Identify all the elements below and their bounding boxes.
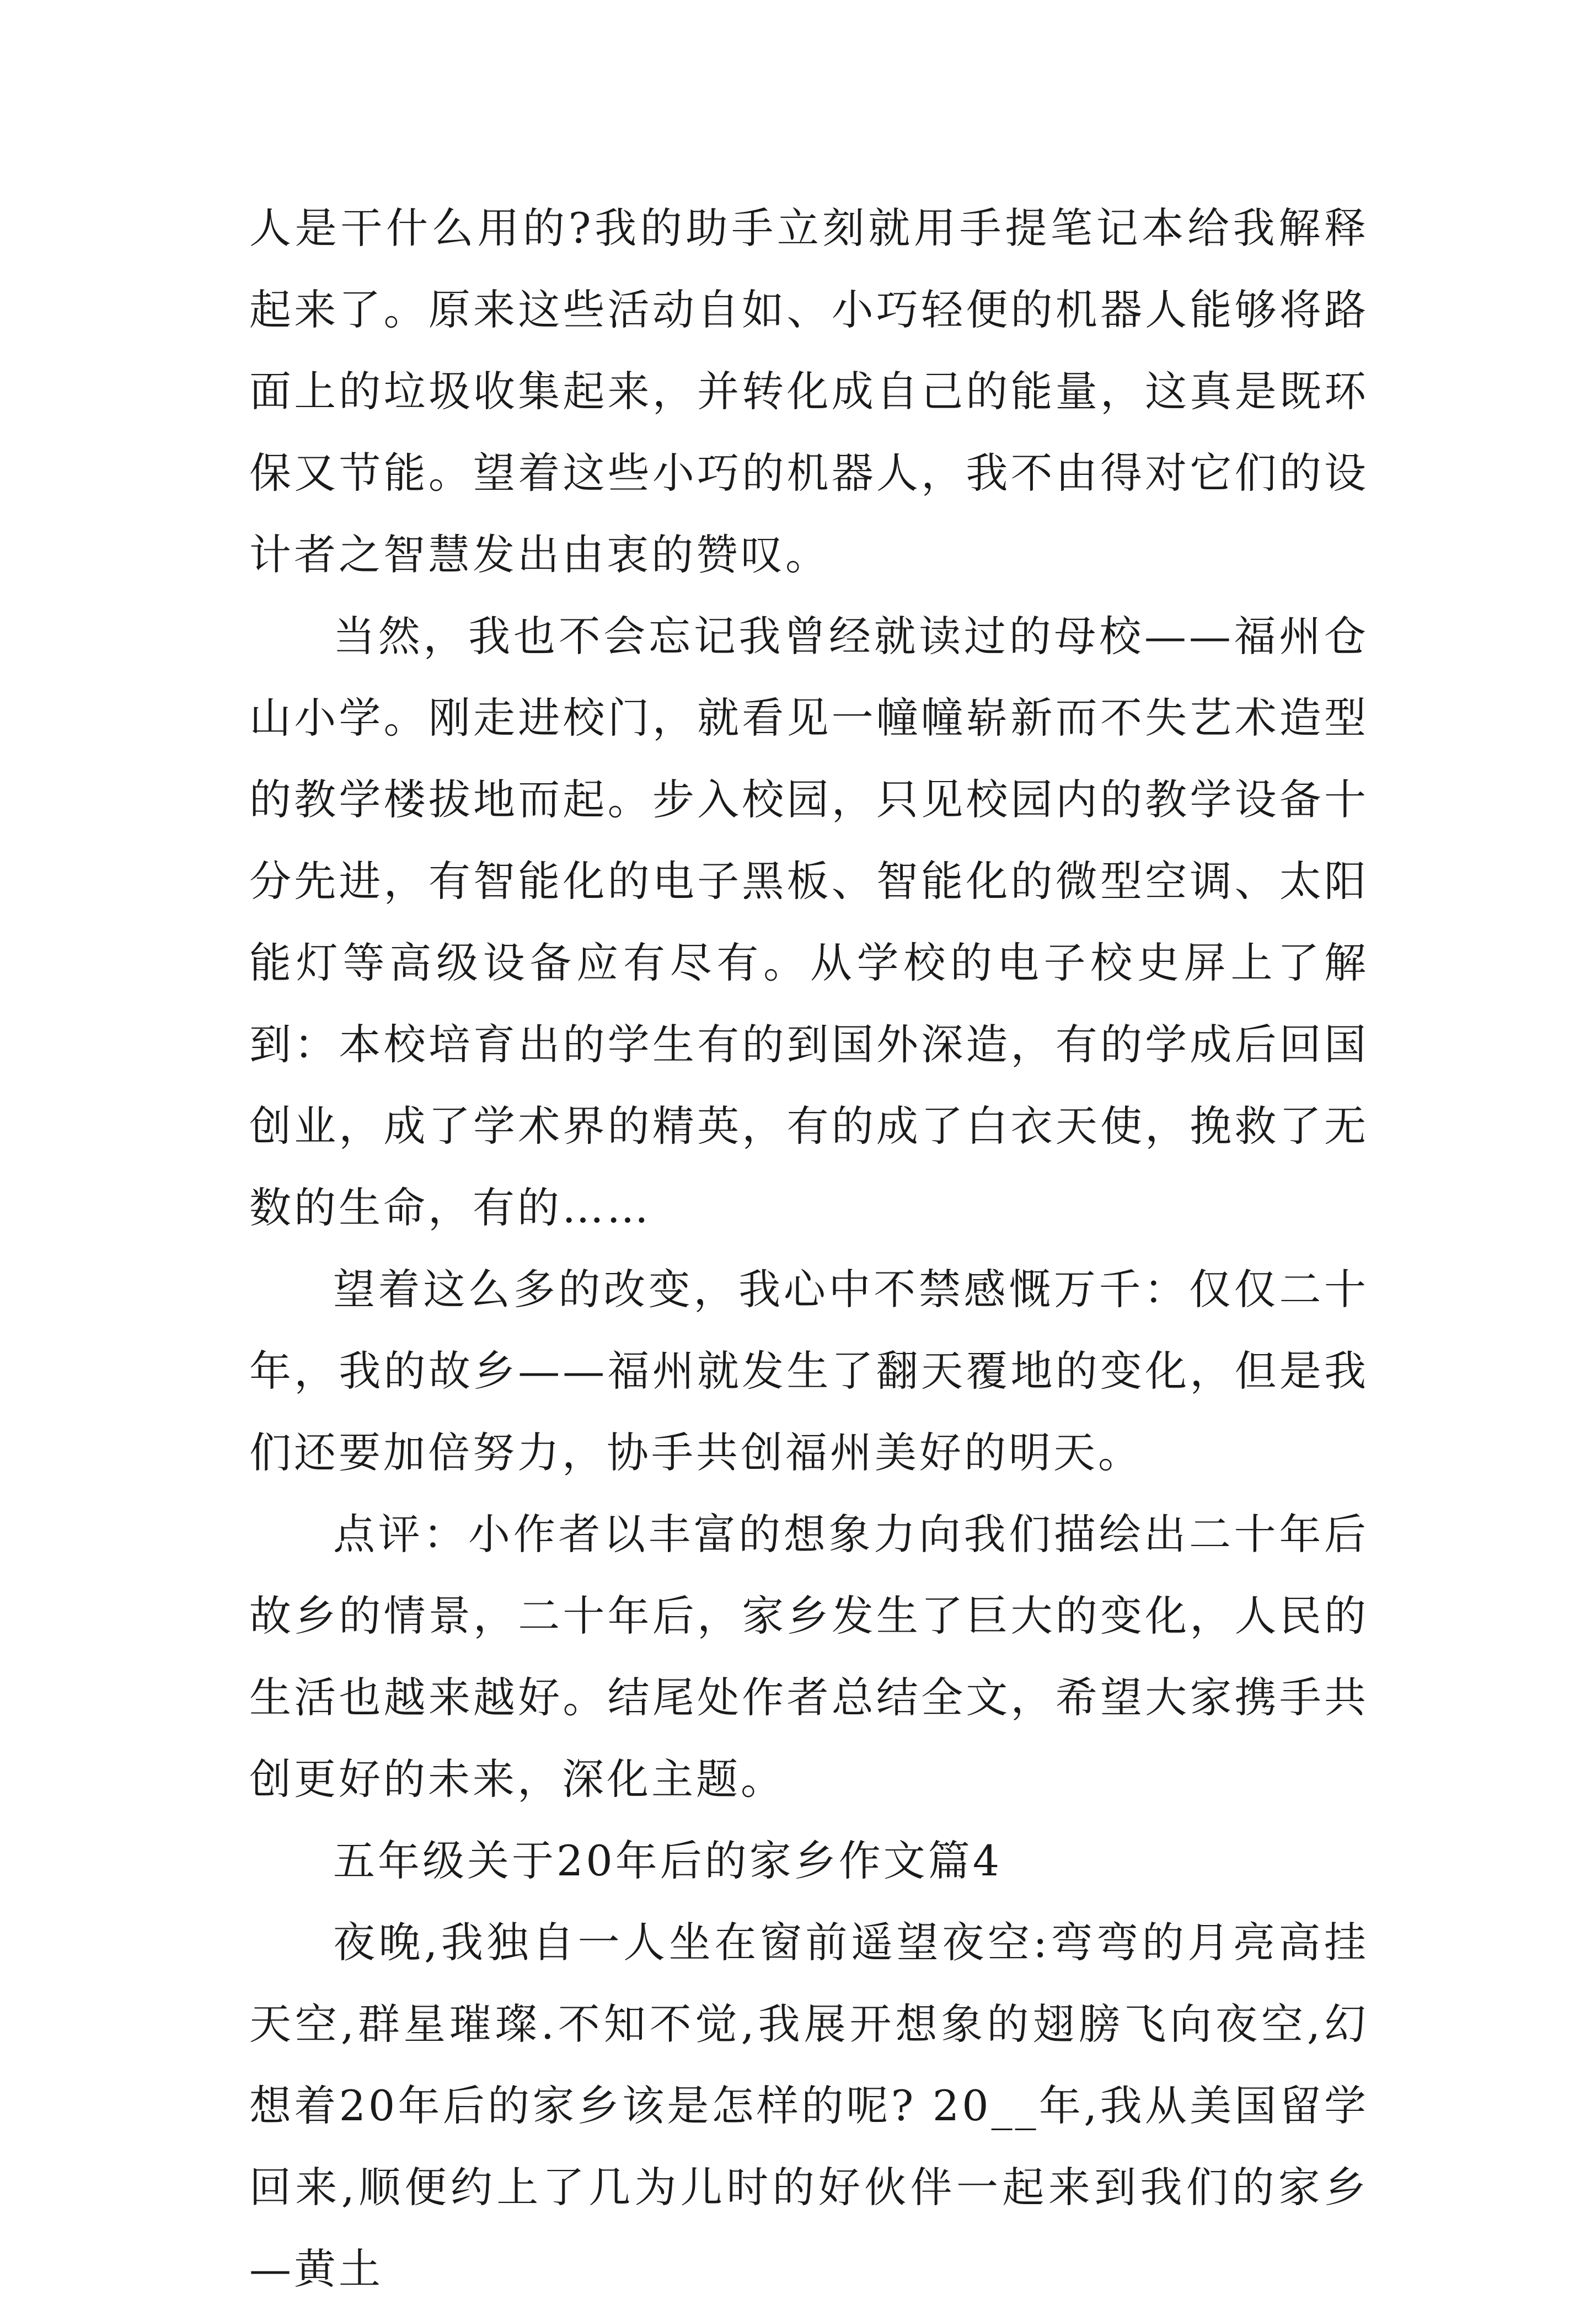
- paragraph-reflection: 望着这么多的改变，我心中不禁感慨万千：仅仅二十年，我的故乡——福州就发生了翻天覆地的变化，但是我们还要加倍努力，协手共创福州美好的明天。: [249, 1265, 1369, 1477]
- paragraph-robots: 人是干什么用的?我的助手立刻就用手提笔记本给我解释起来了。原来这些活动自如、小巧轻便的机器人能够将路面上的垃圾收集起来，并转化成自己的能量，这真是既环保又节能。望着这些小巧的机器人，我不由得对它们的设计者之智慧发出由衷的赞叹。: [249, 204, 1369, 579]
- document-body: [249, 188, 1369, 2310]
- paragraph-night: 夜晚,我独自一人坐在窗前遥望夜空:弯弯的月亮高挂天空,群星璀璨.不知不觉,我展开想象的翅膀飞向夜空,幻想着20年后的家乡该是怎样的呢? 20__年,我从美国留学回来,顺便约上了几为儿时的好伙伴一起来到我们的家乡—黄土: [249, 1918, 1369, 2293]
- section-heading: 五年级关于20年后的家乡作文篇4: [333, 1836, 1003, 1885]
- paragraph-commentary: 点评：小作者以丰富的想象力向我们描绘出二十年后故乡的情景，二十年后，家乡发生了巨大的变化，人民的生活也越来越好。结尾处作者总结全文，希望大家携手共创更好的未来，深化主题。: [249, 1510, 1369, 1804]
- paragraph-school: 当然，我也不会忘记我曾经就读过的母校——福州仓山小学。刚走进校门，就看见一幢幢崭新而不失艺术造型的教学楼拔地而起。步入校园，只见校园内的教学设备十分先进，有智能化的电子黑板、智能化的微型空调、太阳能灯等高级设备应有尽有。从学校的电子校史屏上了解到：本校培育出的学生有的到国外深造，有的学成后回国创业，成了学术界的精英，有的成了白衣天使，挽救了无数的生命，有的……: [249, 612, 1369, 1232]
